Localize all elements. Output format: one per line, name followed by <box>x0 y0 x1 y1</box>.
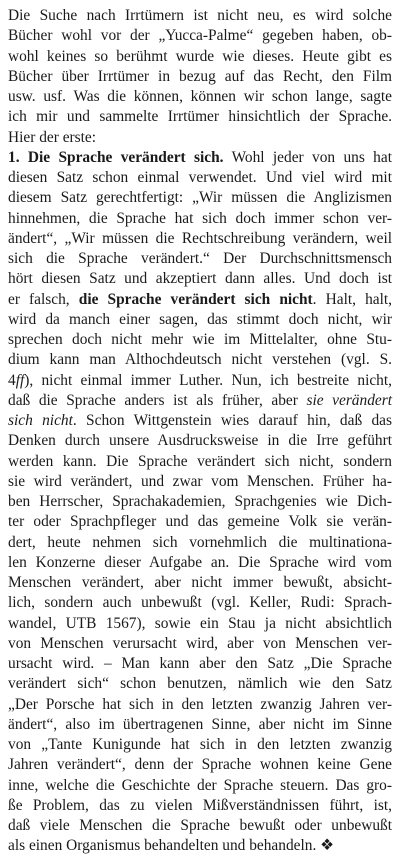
text-run: Bücher über Irrtümer in bezug auf das Recht, den Film <box>8 67 392 85</box>
text-run: wandel, UTB 1567), sowie ein Stau ja nicht absichtlich <box>8 614 392 632</box>
text-run: hört diesen Satz und akzeptiert dann alles. Und doch ist <box>8 270 392 288</box>
text-run: Wohl jeder von uns hat <box>223 148 392 166</box>
text-line <box>8 776 392 796</box>
text-run: sprechen doch nicht mehr wie im Mittelalter, ohne Stu- <box>8 331 392 348</box>
text-line <box>8 634 392 654</box>
text-line <box>8 431 392 451</box>
text-run: daß die Sprache anders ist als früher, aber <box>8 391 307 409</box>
text-line <box>8 654 392 674</box>
text-line <box>8 107 392 127</box>
text-line <box>8 836 392 856</box>
text-run: ändert“, „Wir müssen die Rechtschreibung verändern, weil <box>8 229 392 247</box>
text-run: inne, welche die Geschichte der Sprache steuern. Das gro- <box>8 776 392 794</box>
text-run: als einen Organismus behandelten und behandeln. ❖ <box>8 837 334 855</box>
text-run: ich mir und sammelte Irrtümer hinsichtlich der Sprache. <box>8 108 392 126</box>
text-run: verändert sich“ schon benutzen, nämlich wie den Satz <box>8 675 392 693</box>
text-line <box>8 391 392 411</box>
text-run: wohl keines so berühmt wurde wie dieses. Heute gibt es <box>8 47 392 65</box>
body-text <box>8 6 392 857</box>
text-line <box>8 47 392 67</box>
bold-text: die Sprache verändert sich nicht <box>78 290 313 308</box>
text-line <box>8 593 392 613</box>
text-line <box>8 310 392 330</box>
text-run: 4 <box>8 371 16 389</box>
text-run: . Halt, halt, <box>312 290 392 308</box>
italic-text: sich nicht <box>8 412 73 429</box>
text-line <box>8 816 392 836</box>
text-run: ben Herrscher, Sprachakademien, Sprachgenies wie Dich- <box>8 493 392 510</box>
text-run: lich, sondern auch unbewußt (vgl. Keller, Rudi: Sprach- <box>8 594 392 612</box>
text-line <box>8 472 392 492</box>
text-line <box>8 674 392 694</box>
text-run: werden kann. Die Sprache verändert sich nicht, sondern <box>8 452 392 470</box>
text-line <box>8 148 392 168</box>
text-line <box>8 492 392 512</box>
text-run: ße Problem, das zu vielen Mißverständnissen führt, ist, <box>8 796 392 814</box>
text-run: Die Suche nach Irrtümern ist nicht neu, es wird solche <box>8 7 392 24</box>
text-line <box>8 553 392 573</box>
text-run: Hier der erste: <box>8 128 97 146</box>
text-line <box>8 26 392 46</box>
text-line <box>8 128 392 148</box>
text-run: daß viele Menschen die Sprache bewußt oder unbewußt <box>8 817 392 834</box>
text-run: wird da manch einer sagen, das stimmt doch nicht, wir <box>8 310 392 328</box>
text-run: ), nicht einmal immer Luther. Nun, ich bestreite nicht, <box>24 371 392 389</box>
text-run: dium kann man Althochdeutsch nicht verstehen (vgl. S. <box>8 351 392 369</box>
text-run: diesem Satz gerechtfertigt: „Wir müssen die Anglizismen <box>8 189 392 207</box>
text-run: diesen Satz schon einmal verwendet. Und viel wird mit <box>8 169 392 186</box>
text-line <box>8 6 392 26</box>
text-run: sie wird verändert, und zwar vom Menschen. Früher ha- <box>8 472 392 490</box>
text-line <box>8 371 392 391</box>
text-run: dert, heute nehmen sich vornehmlich die multinationa- <box>8 533 392 551</box>
text-line <box>8 249 392 269</box>
italic-text: sie verändert <box>306 391 392 409</box>
text-run: . Schon Wittgenstein wies darauf hin, daß das <box>72 412 392 429</box>
text-line <box>8 290 392 310</box>
text-line <box>8 209 392 229</box>
text-run: usw. usf. Was die können, können wir schon lange, sagte <box>8 88 392 105</box>
text-line <box>8 411 392 431</box>
text-run: Denken durch unsere Ausdrucksweise in die Irre geführt <box>8 432 392 450</box>
text-run: Jahren verändert“, denn der Sprache wohnen keine Gene <box>8 756 392 774</box>
text-run: ändert“, also im übertragenen Sinne, aber nicht im Sinne <box>8 715 392 733</box>
text-line <box>8 452 392 472</box>
text-run: hinnehmen, die Sprache hat sich doch immer schon ver- <box>8 209 392 227</box>
bold-text: 1. Die Sprache verändert sich. <box>8 148 224 166</box>
text-line <box>8 512 392 532</box>
text-line <box>8 755 392 775</box>
text-line <box>8 168 392 188</box>
text-line <box>8 573 392 593</box>
text-line <box>8 695 392 715</box>
text-line <box>8 67 392 87</box>
text-run: von „Tante Kunigunde hat sich in den letzten zwanzig <box>8 736 392 753</box>
text-line <box>8 188 392 208</box>
text-run: len Konzerne dieser Aufgabe an. Die Sprache wird vom <box>8 553 392 571</box>
text-line <box>8 269 392 289</box>
text-line <box>8 87 392 107</box>
text-run: ter oder Sprachpfleger und das gemeine Volk sie verän- <box>8 513 392 531</box>
text-line <box>8 229 392 249</box>
text-run: Bücher wohl vor der „Yucca-Palme“ gegeben haben, ob- <box>8 27 392 45</box>
text-run: „Der Porsche hat sich in den letzten zwanzig Jahren ver- <box>8 695 392 713</box>
text-line <box>8 330 392 350</box>
text-run: ursacht wird. – Man kann aber den Satz „Die Sprache <box>8 655 392 672</box>
text-run: von Menschen verursacht wird, aber von Menschen ver- <box>8 634 392 652</box>
text-line <box>8 614 392 634</box>
italic-text: ff <box>15 371 25 389</box>
text-run: er falsch, <box>8 290 79 308</box>
text-line <box>8 735 392 755</box>
text-line <box>8 715 392 735</box>
text-line <box>8 350 392 370</box>
text-line <box>8 533 392 553</box>
text-run: sich die Sprache verändert.“ Der Durchschnittsmensch <box>8 250 392 267</box>
text-run: Menschen verändert, aber nicht immer bewußt, absicht- <box>8 574 392 591</box>
text-line <box>8 796 392 816</box>
